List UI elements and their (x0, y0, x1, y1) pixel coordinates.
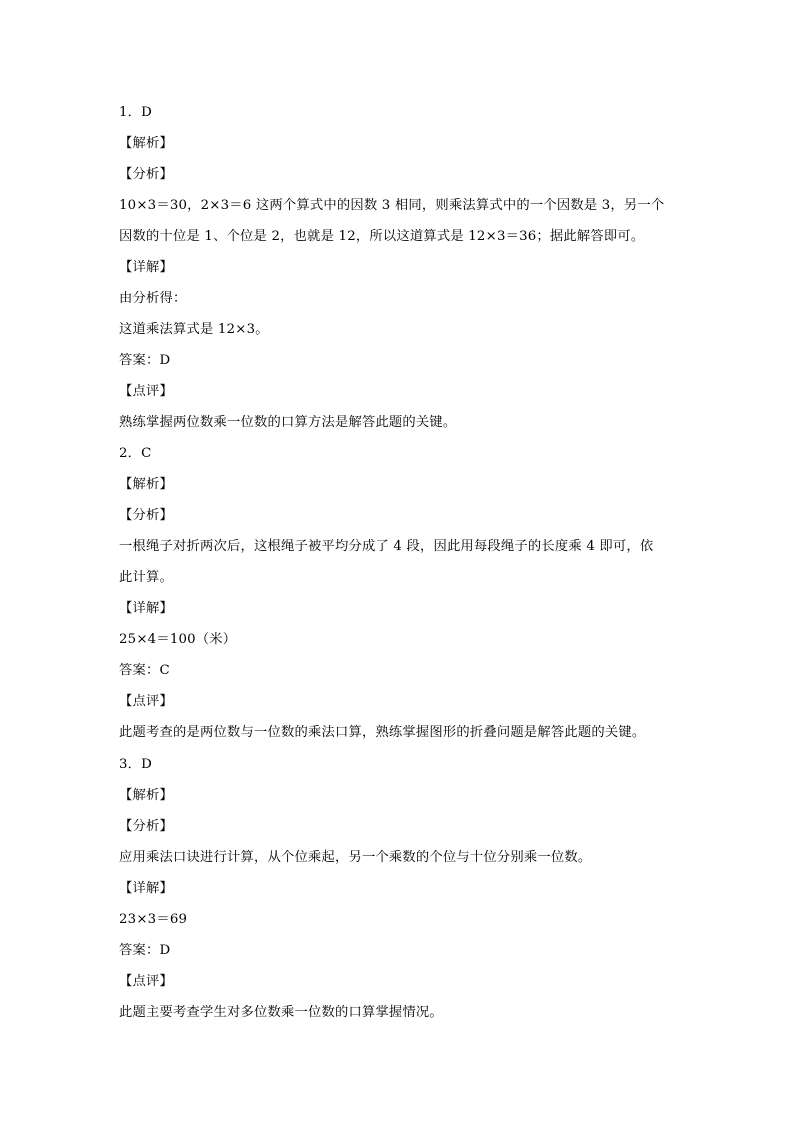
question-3-dianping-text: 此题主要考查学生对多位数乘一位数的口算掌握情况。 (119, 1005, 443, 1020)
question-1-number: 1．D (119, 105, 153, 120)
question-1-dianping-text: 熟练掌握两位数乘一位数的口算方法是解答此题的关键。 (119, 415, 457, 430)
question-1-fenxi-line-1: 10×3＝30，2×3＝6 这两个算式中的因数 3 相同，则乘法算式中的一个因数是 3，另一个 (119, 198, 665, 213)
question-2-fenxi-heading: 【分析】 (119, 508, 173, 523)
question-2-fenxi-line-2: 此计算。 (119, 570, 173, 585)
question-1-answer: 答案：D (119, 353, 171, 368)
question-2-dianping-heading: 【点评】 (119, 694, 173, 709)
question-3-fenxi-line-1: 应用乘法口诀进行计算，从个位乘起，另一个乘数的个位与十位分别乘一位数。 (119, 850, 592, 865)
question-3-xiangjie-heading: 【详解】 (119, 881, 173, 896)
question-2-jiexi-heading: 【解析】 (119, 477, 173, 492)
question-1-xiangjie-heading: 【详解】 (119, 260, 173, 275)
question-3-jiexi-heading: 【解析】 (119, 788, 173, 803)
question-1-dianping-heading: 【点评】 (119, 384, 173, 399)
question-1-xiangjie-line-2: 这道乘法算式是 12×3。 (119, 322, 269, 337)
question-3-answer: 答案：D (119, 943, 171, 958)
question-2-number: 2．C (119, 446, 152, 461)
question-2-fenxi-line-1: 一根绳子对折两次后，这根绳子被平均分成了 4 段，因此用每段绳子的长度乘 4 即可，依 (119, 539, 654, 554)
question-2-dianping-text: 此题考查的是两位数与一位数的乘法口算，熟练掌握图形的折叠问题是解答此题的关键。 (119, 725, 646, 740)
question-2-xiangjie-line-1: 25×4＝100（米） (119, 632, 237, 647)
question-1-xiangjie-line-1: 由分析得： (119, 291, 187, 306)
question-3-fenxi-heading: 【分析】 (119, 819, 173, 834)
question-2-xiangjie-heading: 【详解】 (119, 601, 173, 616)
question-1-jiexi-heading: 【解析】 (119, 136, 173, 151)
question-3-dianping-heading: 【点评】 (119, 974, 173, 989)
question-1-fenxi-heading: 【分析】 (119, 167, 173, 182)
question-2-answer: 答案：C (119, 663, 170, 678)
question-3-number: 3．D (119, 757, 153, 772)
question-3-xiangjie-line-1: 23×3＝69 (119, 912, 188, 927)
question-1-fenxi-line-2: 因数的十位是 1、个位是 2，也就是 12，所以这道算式是 12×3＝36；据此解答即可。 (119, 229, 645, 244)
